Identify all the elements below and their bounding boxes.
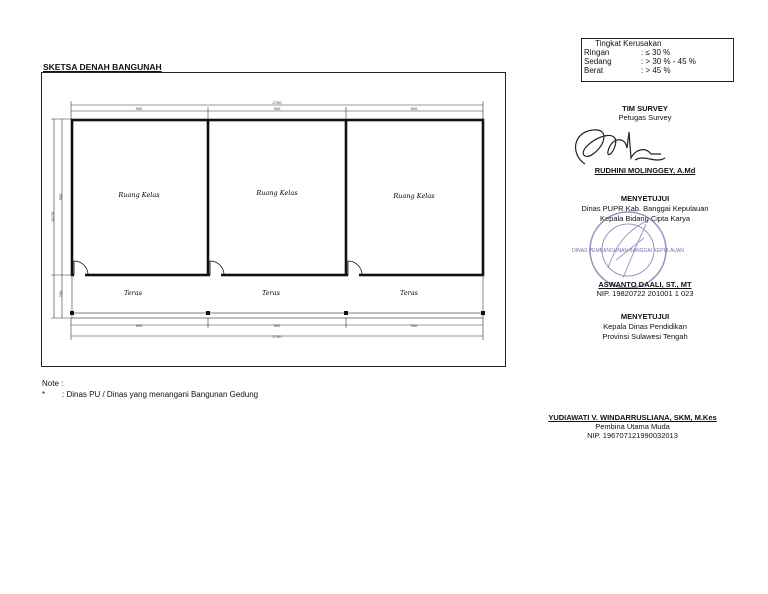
dim-left-total: 10.00 (50, 211, 55, 223)
note-label: Note : (42, 379, 64, 388)
approval-pupr-heading: MENYETUJUI (620, 194, 670, 203)
legend-value: : > 45 % (641, 66, 671, 75)
floor-plan (41, 72, 506, 367)
door-swings (74, 261, 362, 275)
dim-top-right: 900 (410, 106, 418, 111)
final-signatory-nip: NIP. 196707121990032013 (587, 431, 678, 440)
dim-bottom-right: 900 (410, 323, 418, 328)
final-signatory-rank: Pembina Utama Muda (595, 422, 670, 431)
approval-pupr-signatory (550, 280, 740, 298)
dim-left-room: 800 (58, 193, 63, 201)
approval-education-position: Kepala Dinas Pendidikan (603, 322, 687, 331)
final-signatory-name: YUDIAWATI V. WINDARRUSLIANA, SKM, M.Kes (548, 413, 717, 422)
note-block (42, 378, 258, 400)
survey-block (560, 104, 730, 122)
dim-bottom-left: 900 (135, 323, 143, 328)
survey-signature (565, 124, 695, 170)
legend-row (582, 48, 733, 57)
legend-title: Tingkat Kerusakan (595, 39, 662, 48)
terrace-label-2: Teras (262, 289, 280, 297)
dim-bottom-middle: 900 (273, 323, 281, 328)
dim-left-terrace: 200 (58, 290, 63, 298)
room-label-3: Ruang Kelas (393, 192, 435, 200)
legend-label: Berat (584, 66, 604, 75)
legend-row (582, 57, 733, 66)
surveyor-name: RUDHINI MOLINGGEY, A.Md (594, 166, 696, 175)
note-bullet: * (42, 390, 46, 399)
survey-role: Petugas Survey (618, 113, 672, 122)
approval-education-region: Provinsi Sulawesi Tengah (602, 332, 688, 341)
legend-value: : ≤ 30 % (641, 48, 671, 57)
sketch-title: SKETSA DENAH BANGUNAH (43, 62, 162, 72)
approval-education-heading: MENYETUJUI (620, 312, 670, 321)
dim-bottom-total: 2700 (272, 334, 282, 339)
dim-top-middle: 900 (273, 106, 281, 111)
legend-row (582, 66, 733, 75)
approval-pupr-agency: Dinas PUPR Kab. Banggai Kepulauan (581, 204, 709, 213)
terrace-label-3: Teras (400, 289, 418, 297)
legend-label: Ringan (584, 48, 610, 57)
approval-pupr-position: Kepala Bidang Cipta Karya (599, 214, 691, 223)
dim-top-left: 900 (135, 106, 143, 111)
legend-value: : > 30 % - 45 % (641, 57, 696, 66)
approval-pupr-nip: NIP. 19820722 201001 1 023 (596, 289, 694, 298)
room-label-2: Ruang Kelas (256, 189, 298, 197)
legend-label: Sedang (584, 57, 612, 66)
final-signatory-block (530, 413, 735, 440)
approval-education-block (550, 312, 740, 342)
terrace-label-1: Teras (124, 289, 142, 297)
stamp-text: DINAS PEMBANGUNAN BANGGAI KEPULAUAN (572, 248, 684, 254)
survey-team-heading: TIM SURVEY (622, 104, 668, 113)
room-label-1: Ruang Kelas (118, 191, 160, 199)
dim-top-total: 2700 (272, 100, 282, 105)
note-text: : Dinas PU / Dinas yang menangani Bangunan Gedung (62, 390, 259, 399)
damage-legend (581, 38, 734, 82)
note-item (42, 389, 258, 400)
approval-pupr-name: ASWANTO DAALI, ST., MT (598, 280, 692, 289)
